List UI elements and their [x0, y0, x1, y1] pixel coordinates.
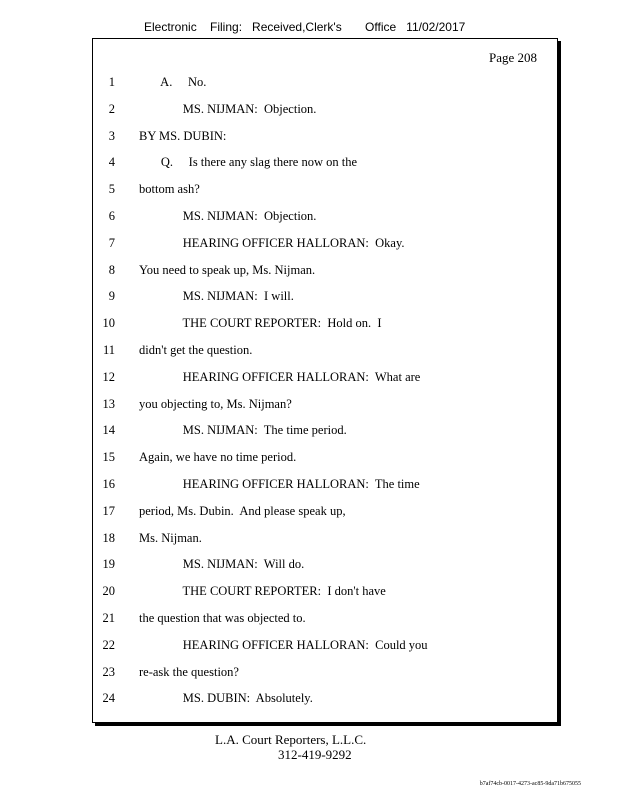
- line-text: HEARING OFFICER HALLORAN: The time: [139, 476, 420, 491]
- line-number: 6: [108, 208, 115, 223]
- line-text: MS. DUBIN: Absolutely.: [139, 691, 313, 706]
- transcript-line: [93, 236, 557, 263]
- line-number: 8: [108, 262, 115, 277]
- line-text: bottom ash?: [139, 182, 200, 197]
- line-text: HEARING OFFICER HALLORAN: Okay.: [139, 235, 405, 250]
- line-text: MS. NIJMAN: Objection.: [139, 208, 317, 223]
- transcript-line: [93, 531, 557, 558]
- transcript-line: [93, 504, 557, 531]
- line-number: 19: [102, 557, 115, 572]
- document-id: b7af74cb-0017-4273-ac85-9da71b675055: [479, 781, 581, 787]
- line-text: MS. NIJMAN: Will do.: [139, 557, 305, 572]
- line-text: HEARING OFFICER HALLORAN: What are: [139, 369, 421, 384]
- filing-header: Electronic Filing: Received,Clerk's Office 11/02/2017: [144, 20, 466, 34]
- line-number: 21: [102, 610, 115, 625]
- line-text: THE COURT REPORTER: Hold on. I: [139, 316, 382, 331]
- line-text: MS. NIJMAN: I will.: [139, 289, 294, 304]
- line-text: A. No.: [139, 75, 207, 89]
- line-number: 10: [102, 316, 115, 331]
- line-text: Again, we have no time period.: [139, 450, 297, 465]
- line-number: 11: [102, 342, 115, 357]
- line-text: BY MS. DUBIN:: [139, 128, 227, 143]
- line-number: 15: [102, 450, 115, 465]
- line-text: Ms. Nijman.: [139, 530, 202, 545]
- transcript-line: [93, 557, 557, 584]
- transcript-line: [93, 450, 557, 477]
- transcript-line: [93, 665, 557, 692]
- line-number: 24: [102, 691, 115, 706]
- line-number: 16: [102, 476, 115, 491]
- transcript-line: [93, 263, 557, 290]
- transcript-line: [93, 209, 557, 236]
- line-number: 14: [102, 423, 115, 438]
- transcript-lines: [93, 75, 557, 718]
- line-number: 1: [108, 75, 115, 89]
- line-text: Q. Is there any slag there now on the: [139, 155, 357, 170]
- court-reporter-phone: 312-419-9292: [278, 747, 352, 762]
- transcript-line: [93, 316, 557, 343]
- line-number: 20: [102, 584, 115, 599]
- transcript-line: [93, 182, 557, 209]
- transcript-line: [93, 611, 557, 638]
- transcript-line: [93, 343, 557, 370]
- line-number: 4: [108, 155, 115, 170]
- line-text: MS. NIJMAN: The time period.: [139, 423, 347, 438]
- transcript-page: [92, 38, 558, 723]
- line-number: 23: [102, 664, 115, 679]
- line-text: period, Ms. Dubin. And please speak up,: [139, 503, 346, 518]
- transcript-line: [93, 691, 557, 718]
- line-text: the question that was objected to.: [139, 610, 306, 625]
- transcript-line: [93, 584, 557, 611]
- line-number: 7: [108, 235, 115, 250]
- transcript-line: [93, 397, 557, 424]
- line-number: 3: [108, 128, 115, 143]
- line-number: 13: [102, 396, 115, 411]
- line-text: you objecting to, Ms. Nijman?: [139, 396, 292, 411]
- transcript-line: [93, 289, 557, 316]
- line-number: 12: [102, 369, 115, 384]
- transcript-line: [93, 370, 557, 397]
- transcript-line: [93, 102, 557, 129]
- transcript-line: [93, 155, 557, 182]
- line-text: THE COURT REPORTER: I don't have: [139, 584, 386, 599]
- line-number: 17: [102, 503, 115, 518]
- line-text: MS. NIJMAN: Objection.: [139, 101, 317, 116]
- line-number: 2: [108, 101, 115, 116]
- page-number: Page 208: [488, 50, 537, 65]
- line-number: 9: [108, 289, 115, 304]
- line-text: didn't get the question.: [139, 342, 253, 357]
- line-text: HEARING OFFICER HALLORAN: Could you: [139, 637, 428, 652]
- line-number: 5: [108, 182, 115, 197]
- line-number: 22: [102, 637, 115, 652]
- transcript-line: [93, 477, 557, 504]
- line-number: 18: [102, 530, 115, 545]
- transcript-line: [93, 75, 557, 102]
- line-text: re-ask the question?: [139, 664, 239, 679]
- transcript-line: [93, 423, 557, 450]
- court-reporter-firm: L.A. Court Reporters, L.L.C.: [215, 732, 367, 747]
- transcript-line: [93, 129, 557, 156]
- transcript-line: [93, 638, 557, 665]
- line-text: You need to speak up, Ms. Nijman.: [139, 262, 316, 277]
